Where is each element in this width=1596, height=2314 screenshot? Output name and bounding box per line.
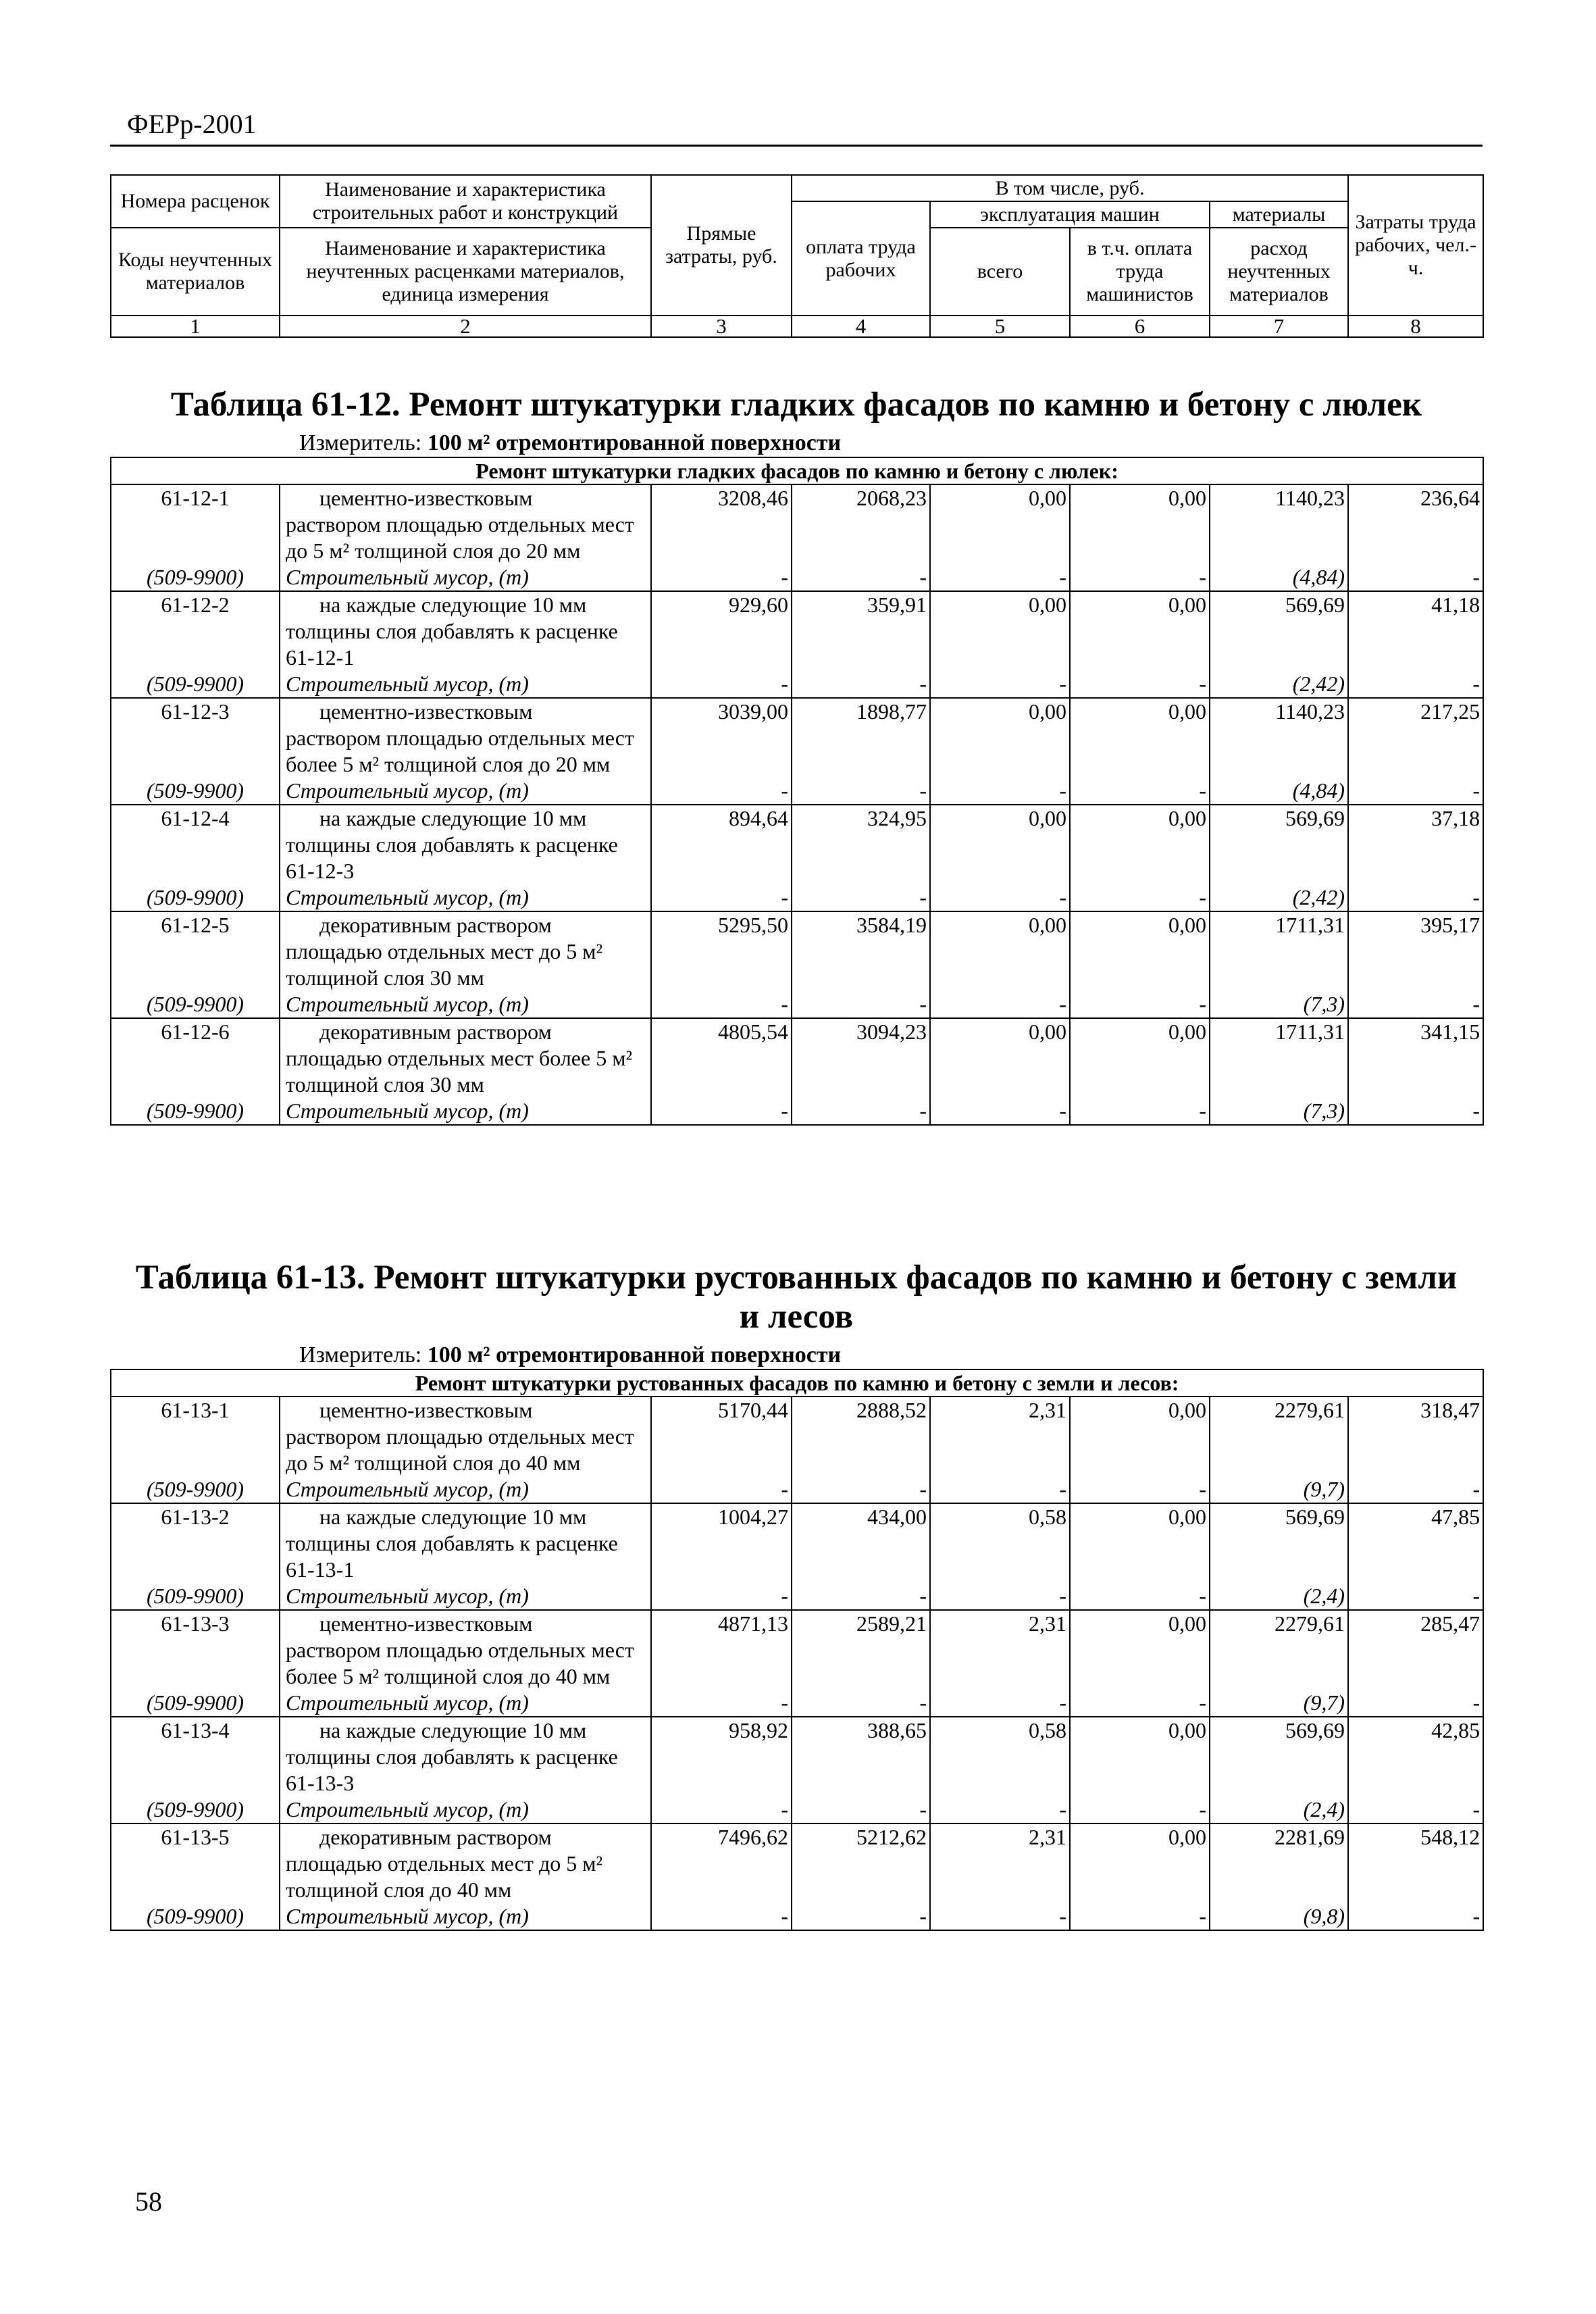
value-v5: 0,00 [930, 911, 1070, 991]
header-material-name: Наименование и характеристика неучтенных расценками материалов, единица измерения [280, 228, 651, 316]
material-code: (509-9900) [111, 564, 280, 591]
material-m8: - [1348, 991, 1483, 1018]
table-title: Таблица 61-13. Ремонт штукатурки рустованных фасадов по камню и бетону с земли и лесов [135, 1259, 1458, 1336]
material-m4: - [792, 1476, 930, 1503]
document-code: ФЕРр-2001 [127, 109, 257, 139]
rates-table [110, 1369, 1484, 1931]
rates-body [111, 1369, 1483, 1930]
value-v6: 0,00 [1070, 484, 1210, 564]
material-m3: - [651, 1098, 792, 1125]
value-v4: 5212,62 [792, 1823, 930, 1903]
measure-value: 100 м² отремонтированной поверхности [427, 1342, 842, 1367]
work-description-first-line: на каждые следующие 10 мм [319, 593, 587, 617]
material-m7: (9,7) [1210, 1690, 1348, 1717]
work-description-first-line: декоративным раствором [319, 913, 552, 937]
material-m8: - [1348, 884, 1483, 911]
column-number: 6 [1070, 316, 1210, 337]
value-v4: 2589,21 [792, 1610, 930, 1690]
work-description-rest: толщины слоя добавлять к расценке 61-13-1 [286, 1531, 618, 1582]
work-description-rest: толщины слоя добавлять к расценке 61-12-3 [286, 832, 618, 883]
header-machine-operation: эксплуатация машин [930, 201, 1210, 228]
value-v8: 285,47 [1348, 1610, 1483, 1690]
value-v4: 3094,23 [792, 1018, 930, 1098]
material-m6: - [1070, 1690, 1210, 1717]
header-material-consumption: расход неучтенных материалов [1210, 228, 1348, 316]
work-description [280, 1717, 651, 1796]
table-title: Таблица 61-12. Ремонт штукатурки гладких фасадов по камню и бетону с люлек [170, 386, 1422, 424]
column-number: 7 [1210, 316, 1348, 337]
value-v3: 929,60 [651, 591, 792, 671]
rate-row [111, 484, 1483, 564]
work-description-rest: раствором площадью отдельных мест более 5 м² толщиной слоя до 20 мм [286, 726, 634, 776]
material-code: (509-9900) [111, 778, 280, 805]
material-m3: - [651, 564, 792, 591]
material-m5: - [930, 991, 1070, 1018]
value-v5: 0,58 [930, 1503, 1070, 1583]
work-description-first-line: цементно-известковым [319, 1611, 533, 1636]
value-v3: 5295,50 [651, 911, 792, 991]
measure-label: Измеритель: [299, 430, 422, 455]
value-v7: 569,69 [1210, 1503, 1348, 1583]
material-m4: - [792, 1903, 930, 1930]
value-v7: 1711,31 [1210, 1018, 1348, 1098]
value-v3: 7496,62 [651, 1823, 792, 1903]
material-m7: (2,42) [1210, 884, 1348, 911]
material-m3: - [651, 1583, 792, 1610]
work-description-rest: толщины слоя добавлять к расценке 61-13-3 [286, 1744, 618, 1795]
material-code: (509-9900) [111, 1690, 280, 1717]
value-v5: 2,31 [930, 1397, 1070, 1476]
value-v3: 4871,13 [651, 1610, 792, 1690]
material-code: (509-9900) [111, 1476, 280, 1503]
rate-row [111, 1397, 1483, 1476]
material-row [111, 1098, 1483, 1125]
material-name: Строительный мусор, (т) [280, 1796, 651, 1823]
material-m6: - [1070, 1903, 1210, 1930]
value-v6: 0,00 [1070, 1503, 1210, 1583]
material-row [111, 884, 1483, 911]
material-code: (509-9900) [111, 671, 280, 698]
value-v6: 0,00 [1070, 911, 1210, 991]
column-number-row [111, 316, 1483, 337]
rate-row [111, 1503, 1483, 1583]
material-name: Строительный мусор, (т) [280, 1690, 651, 1717]
value-v6: 0,00 [1070, 1397, 1210, 1476]
rate-code: 61-12-2 [111, 591, 280, 671]
rate-row [111, 591, 1483, 671]
rates-table [110, 457, 1484, 1126]
material-row [111, 1903, 1483, 1930]
value-v8: 217,25 [1348, 698, 1483, 778]
material-name: Строительный мусор, (т) [280, 884, 651, 911]
value-v5: 0,00 [930, 1018, 1070, 1098]
work-description [280, 484, 651, 564]
value-v4: 359,91 [792, 591, 930, 671]
value-v8: 341,15 [1348, 1018, 1483, 1098]
value-v7: 569,69 [1210, 805, 1348, 884]
value-v6: 0,00 [1070, 698, 1210, 778]
work-description-rest: площадью отдельных мест до 5 м² толщиной слоя до 40 мм [286, 1851, 603, 1902]
material-m7: (7,3) [1210, 991, 1348, 1018]
rate-code: 61-12-1 [111, 484, 280, 564]
material-row [111, 778, 1483, 805]
value-v4: 434,00 [792, 1503, 930, 1583]
material-m4: - [792, 1583, 930, 1610]
material-m3: - [651, 671, 792, 698]
value-v8: 318,47 [1348, 1397, 1483, 1476]
material-m3: - [651, 1476, 792, 1503]
rate-row [111, 911, 1483, 991]
value-v4: 3584,19 [792, 911, 930, 991]
rate-code: 61-13-5 [111, 1823, 280, 1903]
header-rule [110, 145, 1483, 147]
material-m3: - [651, 1690, 792, 1717]
material-m8: - [1348, 1476, 1483, 1503]
work-description [280, 1823, 651, 1903]
material-m7: (9,7) [1210, 1476, 1348, 1503]
work-description-first-line: на каждые следующие 10 мм [319, 1505, 587, 1529]
value-v5: 0,00 [930, 698, 1070, 778]
work-description [280, 1018, 651, 1098]
work-description-first-line: на каждые следующие 10 мм [319, 806, 587, 830]
header-material-codes: Коды неучтенных материалов [111, 228, 280, 316]
material-m4: - [792, 564, 930, 591]
material-m8: - [1348, 1690, 1483, 1717]
material-m5: - [930, 671, 1070, 698]
material-name: Строительный мусор, (т) [280, 991, 651, 1018]
rate-code: 61-13-3 [111, 1610, 280, 1690]
material-code: (509-9900) [111, 1903, 280, 1930]
work-description-first-line: цементно-известковым [319, 1398, 533, 1422]
value-v3: 1004,27 [651, 1503, 792, 1583]
value-v3: 3039,00 [651, 698, 792, 778]
work-description-rest: раствором площадью отдельных мест более 5 м² толщиной слоя до 40 мм [286, 1638, 634, 1688]
material-row [111, 1583, 1483, 1610]
column-number: 8 [1348, 316, 1483, 337]
material-m5: - [930, 1903, 1070, 1930]
value-v7: 1711,31 [1210, 911, 1348, 991]
material-name: Строительный мусор, (т) [280, 778, 651, 805]
rate-row [111, 1717, 1483, 1796]
value-v4: 2068,23 [792, 484, 930, 564]
column-header-table [110, 174, 1484, 338]
material-m8: - [1348, 671, 1483, 698]
material-m6: - [1070, 671, 1210, 698]
material-m7: (2,4) [1210, 1796, 1348, 1823]
material-code: (509-9900) [111, 884, 280, 911]
material-m4: - [792, 884, 930, 911]
header-operator-pay: в т.ч. оплата труда машинистов [1070, 228, 1210, 316]
material-name: Строительный мусор, (т) [280, 1476, 651, 1503]
material-row [111, 671, 1483, 698]
work-description-rest: площадью отдельных мест до 5 м² толщиной слоя 30 мм [286, 939, 603, 990]
material-m7: (9,8) [1210, 1903, 1348, 1930]
value-v8: 37,18 [1348, 805, 1483, 884]
value-v8: 395,17 [1348, 911, 1483, 991]
material-row [111, 1796, 1483, 1823]
work-description-first-line: цементно-известковым [319, 486, 533, 510]
work-description [280, 911, 651, 991]
material-name: Строительный мусор, (т) [280, 1098, 651, 1125]
material-m8: - [1348, 1796, 1483, 1823]
value-v7: 1140,23 [1210, 484, 1348, 564]
work-description-rest: площадью отдельных мест более 5 м² толщиной слоя 30 мм [286, 1046, 633, 1097]
material-m7: (4,84) [1210, 778, 1348, 805]
value-v5: 2,31 [930, 1610, 1070, 1690]
material-m3: - [651, 1903, 792, 1930]
table-61-13 [110, 1258, 1483, 1931]
header-work-name: Наименование и характеристика строительных работ и конструкций [280, 175, 651, 228]
value-v8: 548,12 [1348, 1823, 1483, 1903]
material-m5: - [930, 1583, 1070, 1610]
value-v6: 0,00 [1070, 1823, 1210, 1903]
material-m4: - [792, 1796, 930, 1823]
material-m7: (7,3) [1210, 1098, 1348, 1125]
material-row [111, 564, 1483, 591]
work-description-first-line: декоративным раствором [319, 1020, 552, 1044]
column-number: 3 [651, 316, 792, 337]
material-row [111, 1476, 1483, 1503]
material-m5: - [930, 1476, 1070, 1503]
value-v4: 388,65 [792, 1717, 930, 1796]
material-m4: - [792, 1690, 930, 1717]
measure-label: Измеритель: [299, 1342, 422, 1367]
value-v6: 0,00 [1070, 1610, 1210, 1690]
table-caption: Ремонт штукатурки рустованных фасадов по камню и бетону с земли и лесов: [111, 1369, 1483, 1397]
value-v5: 0,00 [930, 591, 1070, 671]
material-m6: - [1070, 1098, 1210, 1125]
rate-code: 61-12-6 [111, 1018, 280, 1098]
value-v7: 1140,23 [1210, 698, 1348, 778]
material-m6: - [1070, 1796, 1210, 1823]
material-code: (509-9900) [111, 1796, 280, 1823]
material-m6: - [1070, 1476, 1210, 1503]
work-description [280, 591, 651, 671]
material-code: (509-9900) [111, 1583, 280, 1610]
material-m7: (4,84) [1210, 564, 1348, 591]
value-v7: 569,69 [1210, 1717, 1348, 1796]
value-v8: 47,85 [1348, 1503, 1483, 1583]
material-m7: (2,4) [1210, 1583, 1348, 1610]
value-v8: 236,64 [1348, 484, 1483, 564]
material-m3: - [651, 1796, 792, 1823]
rate-code: 61-12-4 [111, 805, 280, 884]
work-description [280, 805, 651, 884]
page-number: 58 [135, 2186, 162, 2217]
rate-row [111, 698, 1483, 778]
material-m4: - [792, 1098, 930, 1125]
material-m6: - [1070, 1583, 1210, 1610]
material-m8: - [1348, 1583, 1483, 1610]
material-m8: - [1348, 1098, 1483, 1125]
material-m6: - [1070, 884, 1210, 911]
value-v3: 958,92 [651, 1717, 792, 1796]
rate-row [111, 805, 1483, 884]
value-v8: 42,85 [1348, 1717, 1483, 1796]
value-v5: 0,58 [930, 1717, 1070, 1796]
value-v3: 894,64 [651, 805, 792, 884]
material-m4: - [792, 778, 930, 805]
column-number: 5 [930, 316, 1070, 337]
material-m4: - [792, 671, 930, 698]
value-v6: 0,00 [1070, 1018, 1210, 1098]
material-m6: - [1070, 564, 1210, 591]
material-row [111, 1690, 1483, 1717]
material-row [111, 991, 1483, 1018]
value-v3: 4805,54 [651, 1018, 792, 1098]
material-m4: - [792, 991, 930, 1018]
material-m5: - [930, 1098, 1070, 1125]
value-v4: 1898,77 [792, 698, 930, 778]
value-v5: 0,00 [930, 484, 1070, 564]
material-name: Строительный мусор, (т) [280, 1903, 651, 1930]
measure-unit [110, 430, 1483, 457]
work-description [280, 698, 651, 778]
material-name: Строительный мусор, (т) [280, 1583, 651, 1610]
rate-row [111, 1610, 1483, 1690]
material-m6: - [1070, 991, 1210, 1018]
value-v5: 2,31 [930, 1823, 1070, 1903]
material-m5: - [930, 1690, 1070, 1717]
column-number: 4 [792, 316, 930, 337]
material-m3: - [651, 884, 792, 911]
material-m6: - [1070, 778, 1210, 805]
measure-value: 100 м² отремонтированной поверхности [427, 430, 842, 455]
header-machines-total: всего [930, 228, 1070, 316]
rate-code: 61-13-4 [111, 1717, 280, 1796]
material-m5: - [930, 884, 1070, 911]
rate-code: 61-12-5 [111, 911, 280, 991]
value-v5: 0,00 [930, 805, 1070, 884]
value-v6: 0,00 [1070, 591, 1210, 671]
material-code: (509-9900) [111, 991, 280, 1018]
table-61-12 [110, 385, 1483, 1126]
value-v7: 2281,69 [1210, 1823, 1348, 1903]
value-v3: 5170,44 [651, 1397, 792, 1476]
material-m3: - [651, 778, 792, 805]
material-m3: - [651, 991, 792, 1018]
column-number: 1 [111, 316, 280, 337]
material-name: Строительный мусор, (т) [280, 671, 651, 698]
work-description-rest: раствором площадью отдельных мест до 5 м² толщиной слоя до 40 мм [286, 1424, 634, 1475]
header-including: В том числе, руб. [792, 175, 1348, 201]
work-description-rest: толщины слоя добавлять к расценке 61-12-1 [286, 619, 618, 670]
material-m8: - [1348, 564, 1483, 591]
header-worker-pay: оплата труда рабочих [792, 201, 930, 316]
rates-body [111, 457, 1483, 1125]
rate-row [111, 1018, 1483, 1098]
material-name: Строительный мусор, (т) [280, 564, 651, 591]
material-m8: - [1348, 1903, 1483, 1930]
value-v7: 2279,61 [1210, 1397, 1348, 1476]
material-m8: - [1348, 778, 1483, 805]
value-v6: 0,00 [1070, 1717, 1210, 1796]
measure-unit [110, 1342, 1483, 1369]
work-description [280, 1397, 651, 1476]
work-description [280, 1503, 651, 1583]
work-description [280, 1610, 651, 1690]
material-code: (509-9900) [111, 1098, 280, 1125]
header-labor-costs: Затраты труда рабочих, чел.-ч. [1348, 175, 1483, 316]
header-materials: материалы [1210, 201, 1348, 228]
rate-code: 61-13-2 [111, 1503, 280, 1583]
header-rate-numbers: Номера расценок [111, 175, 280, 228]
rate-code: 61-13-1 [111, 1397, 280, 1476]
value-v6: 0,00 [1070, 805, 1210, 884]
rate-code: 61-12-3 [111, 698, 280, 778]
work-description-first-line: на каждые следующие 10 мм [319, 1718, 587, 1742]
value-v4: 2888,52 [792, 1397, 930, 1476]
value-v4: 324,95 [792, 805, 930, 884]
value-v3: 3208,46 [651, 484, 792, 564]
table-caption: Ремонт штукатурки гладких фасадов по камню и бетону с люлек: [111, 457, 1483, 484]
rate-row [111, 1823, 1483, 1903]
material-m5: - [930, 564, 1070, 591]
material-m7: (2,42) [1210, 671, 1348, 698]
work-description-first-line: декоративным раствором [319, 1825, 552, 1849]
column-number: 2 [280, 316, 651, 337]
value-v7: 569,69 [1210, 591, 1348, 671]
work-description-first-line: цементно-известковым [319, 699, 533, 724]
material-m5: - [930, 1796, 1070, 1823]
material-m5: - [930, 778, 1070, 805]
work-description-rest: раствором площадью отдельных мест до 5 м² толщиной слоя до 20 мм [286, 512, 634, 563]
header-direct-costs: Прямые затраты, руб. [651, 175, 792, 316]
value-v7: 2279,61 [1210, 1610, 1348, 1690]
value-v8: 41,18 [1348, 591, 1483, 671]
